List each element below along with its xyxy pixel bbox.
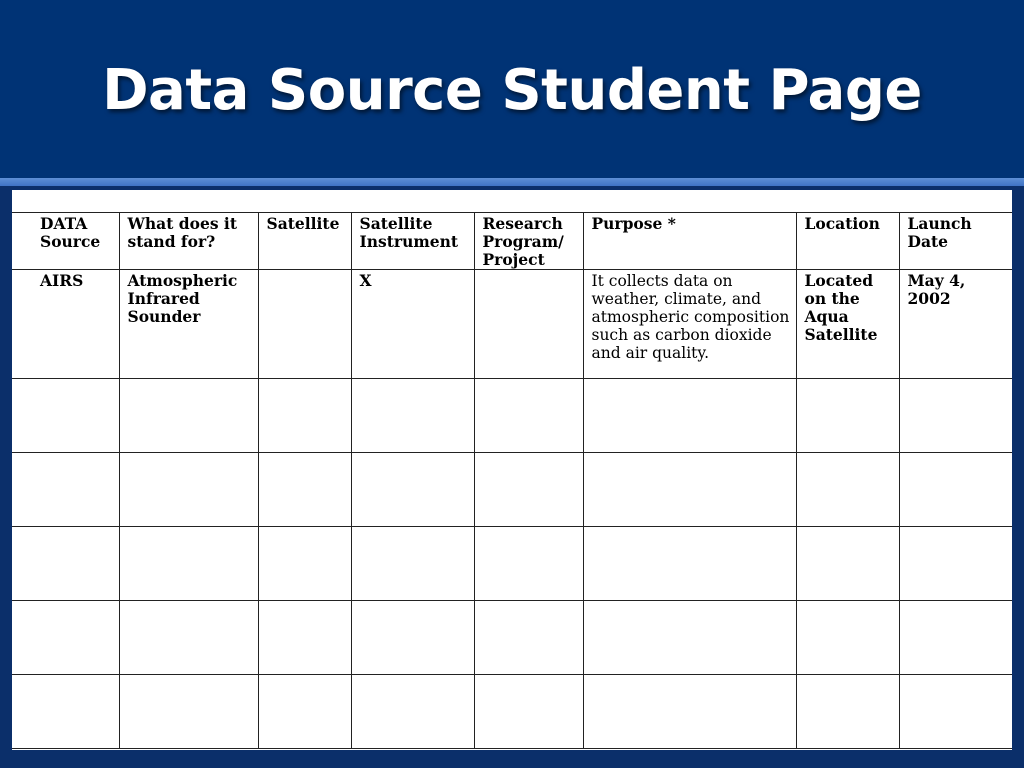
table-row-empty (12, 453, 1012, 527)
empty-cell (583, 601, 796, 675)
slide-title: Data Source Student Page (102, 58, 922, 123)
empty-cell (258, 601, 351, 675)
empty-cell (258, 453, 351, 527)
empty-cell (899, 601, 1012, 675)
empty-cell (119, 527, 258, 601)
cell-research-program (474, 270, 583, 379)
table-row-empty (12, 675, 1012, 749)
cell-data-source: AIRS (12, 270, 119, 379)
empty-cell (474, 527, 583, 601)
empty-cell (474, 601, 583, 675)
cell-launch-date: May 4, 2002 (899, 270, 1012, 379)
empty-cell (796, 601, 899, 675)
empty-cell (12, 601, 119, 675)
table-row (12, 270, 1012, 379)
header-location: Location (796, 213, 899, 270)
header-launch-date: Launch Date (899, 213, 1012, 270)
header-research-program: Research Program/ Project (474, 213, 583, 270)
empty-cell (899, 379, 1012, 453)
empty-cell (119, 675, 258, 749)
empty-cell (796, 675, 899, 749)
cell-satellite-instrument: X (351, 270, 474, 379)
header-purpose: Purpose * (583, 213, 796, 270)
header-satellite: Satellite (258, 213, 351, 270)
empty-cell (119, 601, 258, 675)
cell-location: Located on the Aqua Satellite (796, 270, 899, 379)
cell-stands-for: Atmospheric Infrared Sounder (119, 270, 258, 379)
empty-cell (258, 527, 351, 601)
empty-cell (12, 527, 119, 601)
empty-cell (474, 675, 583, 749)
empty-cell (351, 453, 474, 527)
cell-purpose: It collects data on weather, climate, and atmospheric composition such as carbon dioxide and air quality. (583, 270, 796, 379)
empty-cell (796, 453, 899, 527)
empty-cell (119, 379, 258, 453)
empty-cell (796, 379, 899, 453)
empty-cell (583, 675, 796, 749)
empty-cell (119, 453, 258, 527)
empty-cell (899, 675, 1012, 749)
empty-cell (258, 379, 351, 453)
empty-cell (12, 453, 119, 527)
slide-header (0, 0, 1024, 178)
accent-bar (0, 178, 1024, 186)
empty-cell (351, 675, 474, 749)
header-stands-for: What does it stand for? (119, 213, 258, 270)
table-header-row (12, 213, 1012, 270)
empty-cell (899, 527, 1012, 601)
data-source-table (12, 212, 1012, 749)
empty-cell (12, 379, 119, 453)
empty-cell (583, 453, 796, 527)
header-satellite-instrument: Satellite Instrument (351, 213, 474, 270)
empty-cell (351, 527, 474, 601)
header-data-source: DATA Source (12, 213, 119, 270)
empty-cell (474, 379, 583, 453)
empty-cell (899, 453, 1012, 527)
empty-cell (474, 453, 583, 527)
empty-cell (351, 379, 474, 453)
table-row-empty (12, 601, 1012, 675)
empty-cell (258, 675, 351, 749)
empty-cell (583, 379, 796, 453)
cell-satellite (258, 270, 351, 379)
table-row-empty (12, 527, 1012, 601)
empty-cell (351, 601, 474, 675)
content-panel (12, 190, 1012, 750)
empty-cell (583, 527, 796, 601)
table-row-empty (12, 379, 1012, 453)
empty-cell (12, 675, 119, 749)
empty-cell (796, 527, 899, 601)
